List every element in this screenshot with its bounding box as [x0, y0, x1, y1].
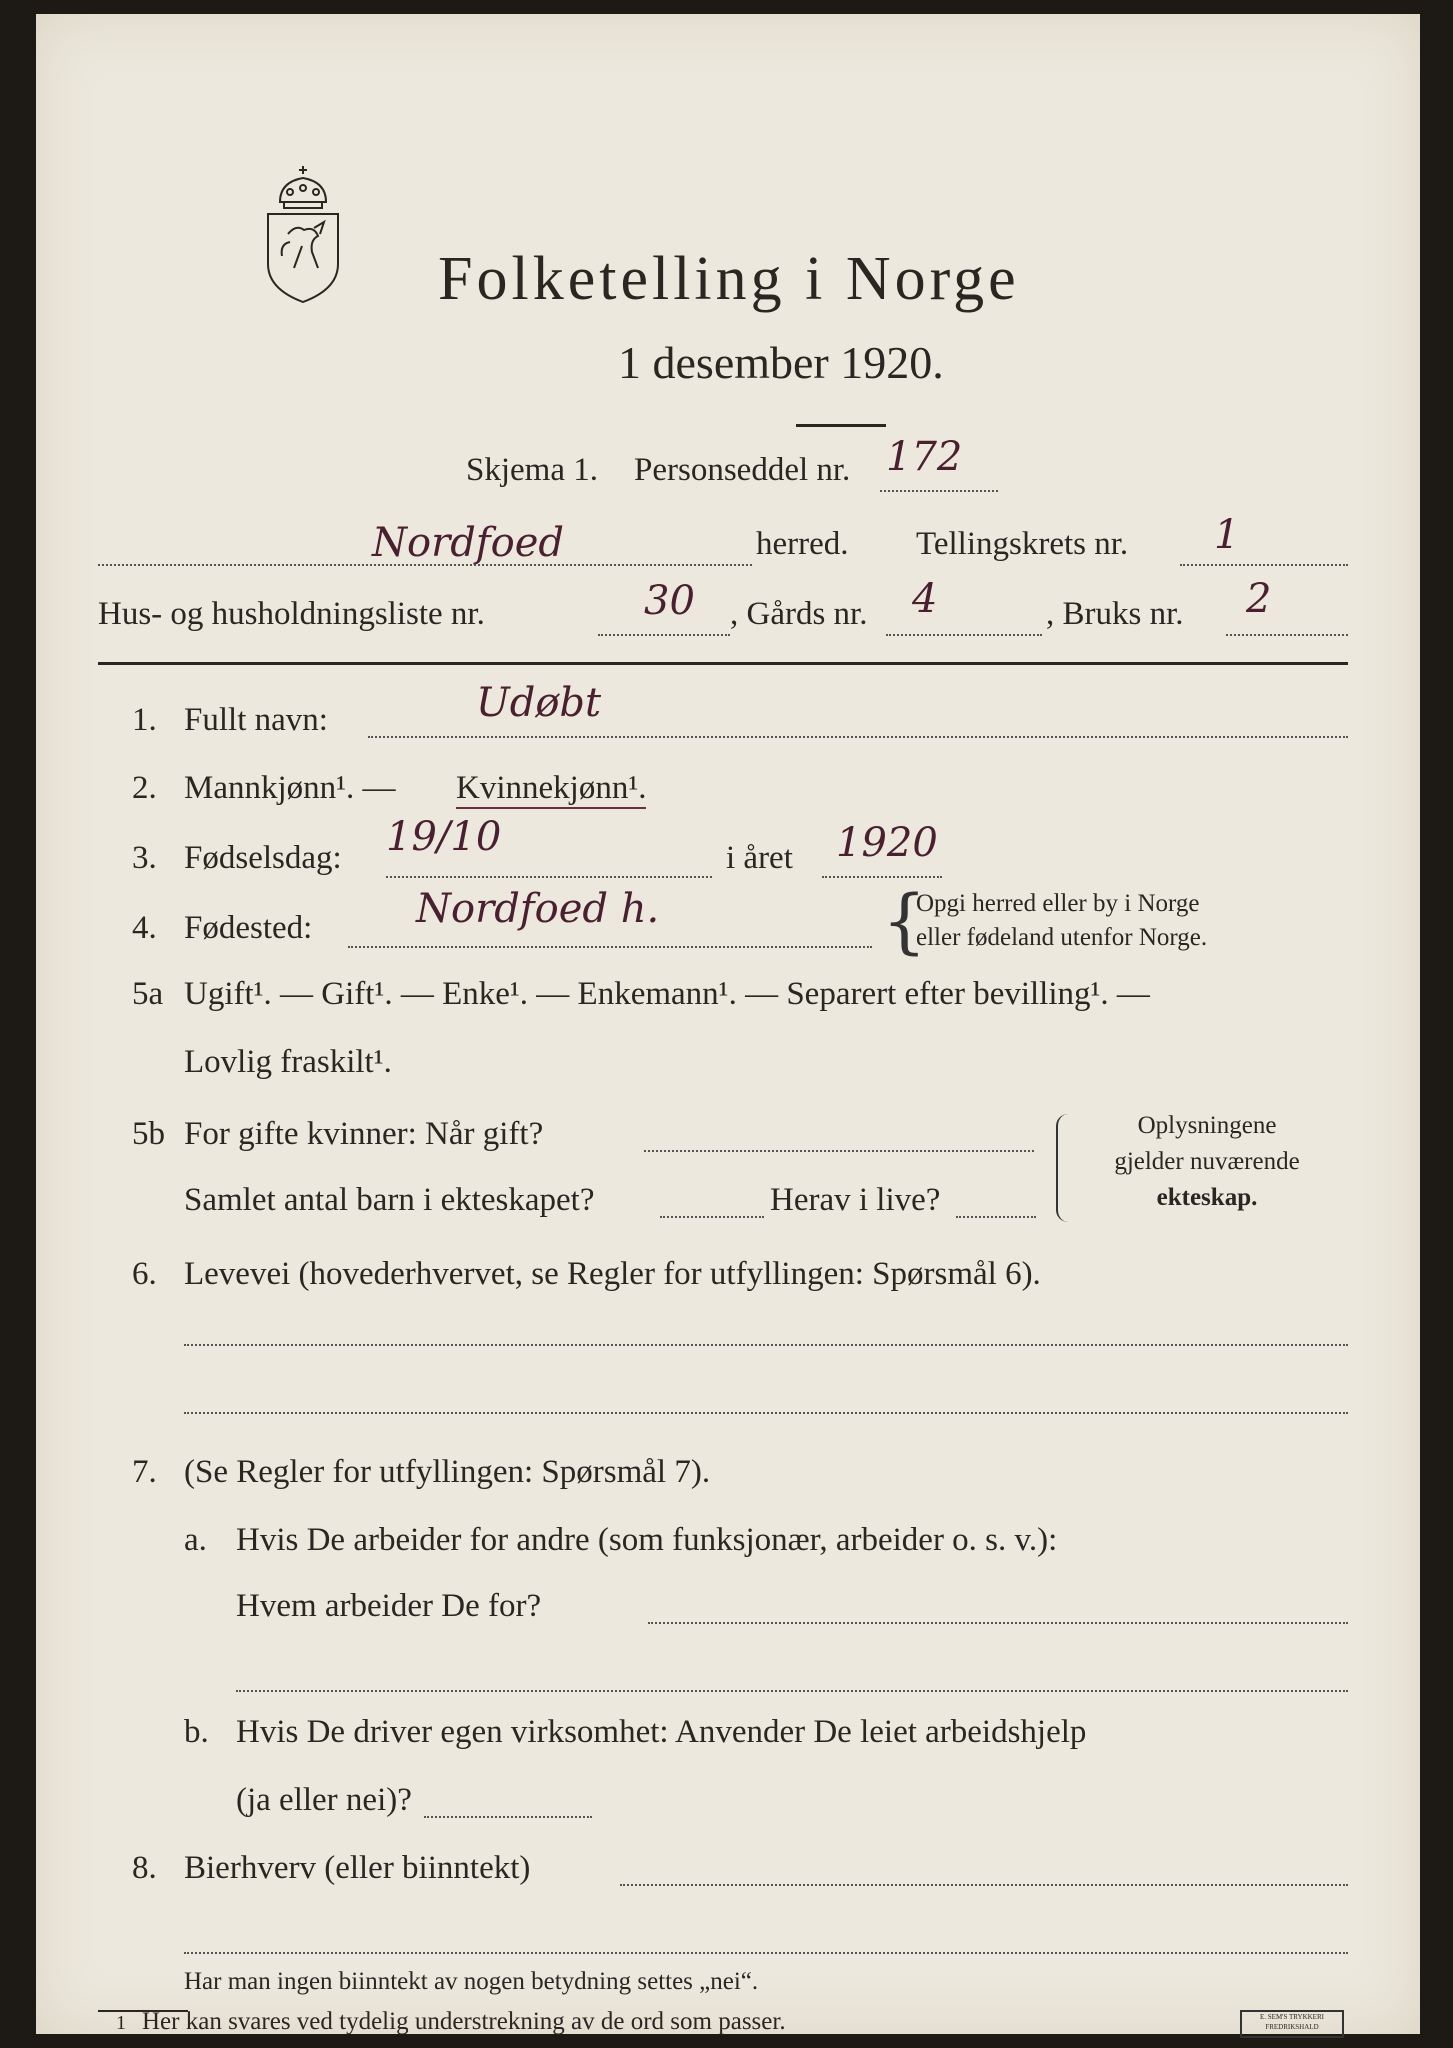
- q7b-line1: Hvis De driver egen virksomhet: Anvender De leiet arbeidshjelp: [236, 1714, 1087, 1750]
- q4-number: 4.: [132, 910, 157, 946]
- q1-number: 1.: [132, 702, 157, 738]
- printer-city: FREDRIKSHALD: [1265, 2023, 1319, 2031]
- employer-line-2[interactable]: [236, 1690, 1348, 1692]
- printer-stamp: [1240, 2010, 1344, 2038]
- footnote-marker: 1: [116, 2012, 126, 2034]
- children-living-line[interactable]: [956, 1216, 1036, 1218]
- skjema-label: Skjema 1.: [466, 452, 598, 488]
- tellingskrets-label: Tellingskrets nr.: [916, 526, 1129, 562]
- title-divider: [796, 424, 886, 427]
- gards-label: , Gårds nr.: [730, 596, 868, 632]
- marriage-note-bracket: [1056, 1114, 1068, 1222]
- occupation-line-2[interactable]: [184, 1412, 1348, 1414]
- side-income-line-1[interactable]: [620, 1884, 1348, 1886]
- marriage-note-line2: gjelder nuværende: [1114, 1148, 1300, 1175]
- header-divider: [98, 662, 1348, 665]
- q5b-number: 5b: [132, 1116, 165, 1152]
- bruks-label: , Bruks nr.: [1046, 596, 1184, 632]
- q7-number: 7.: [132, 1454, 157, 1490]
- q6-number: 6.: [132, 1256, 157, 1292]
- full-name-line: [368, 736, 1348, 738]
- q7a-letter: a.: [184, 1522, 207, 1558]
- birth-year-label: i året: [726, 840, 793, 876]
- birth-year-line: [822, 876, 942, 878]
- q8-number: 8.: [132, 1850, 157, 1886]
- herred-value[interactable]: Nordfoed: [372, 520, 564, 566]
- census-form-page: [36, 14, 1420, 2034]
- q7a-line1: Hvis De arbeider for andre (som funksjonær, arbeider o. s. v.):: [236, 1522, 1058, 1558]
- marriage-note-line3: ekteskap.: [1156, 1184, 1258, 1211]
- birthplace-line: [348, 946, 872, 948]
- q1-label: Fullt navn:: [184, 702, 328, 738]
- herred-line: [98, 564, 752, 566]
- marital-status-divorced[interactable]: Lovlig fraskilt¹.: [184, 1044, 392, 1080]
- q7b-letter: b.: [184, 1714, 209, 1750]
- footnote-text: Her kan svares ved tydelig understrekning av de ord som passer.: [142, 2008, 786, 2035]
- q5a-number: 5a: [132, 976, 164, 1012]
- q3-number: 3.: [132, 840, 157, 876]
- tellingskrets-value[interactable]: 1: [1214, 512, 1240, 558]
- children-count-line[interactable]: [660, 1216, 764, 1218]
- q7-label: (Se Regler for utfyllingen: Spørsmål 7).: [184, 1454, 711, 1490]
- q8-label: Bierhverv (eller biinntekt): [184, 1850, 531, 1886]
- q4-label: Fødested:: [184, 910, 313, 946]
- q5b-married-label: For gifte kvinner: Når gift?: [184, 1116, 544, 1152]
- form-title: Folketelling i Norge: [438, 245, 1020, 313]
- personseddel-value[interactable]: 172: [886, 434, 963, 480]
- husliste-label: Hus- og husholdningsliste nr.: [98, 596, 485, 632]
- footer-note: Har man ingen biinntekt av nogen betydning settes „nei“.: [184, 1968, 759, 1995]
- marital-status-options[interactable]: Ugift¹. — Gift¹. — Enke¹. — Enkemann¹. — Separert efter bevilling¹. —: [184, 976, 1150, 1012]
- norwegian-lion-coat-of-arms-icon: [258, 164, 348, 304]
- census-date: 1 desember 1920.: [618, 337, 944, 388]
- gards-line: [886, 634, 1042, 636]
- q2-number: 2.: [132, 770, 157, 806]
- husliste-line: [598, 634, 730, 636]
- hired-help-line[interactable]: [424, 1816, 592, 1818]
- birthplace-note-line2: eller fødeland utenfor Norge.: [916, 924, 1208, 951]
- full-name-value[interactable]: Udøbt: [476, 680, 602, 726]
- side-income-line-2[interactable]: [184, 1952, 1348, 1954]
- printer-name: E. SEM'S TRYKKERI: [1260, 2013, 1324, 2021]
- q5b-children-label: Samlet antal barn i ekteskapet?: [184, 1182, 595, 1218]
- marriage-note-line1: Oplysningene: [1137, 1112, 1277, 1139]
- birthplace-value[interactable]: Nordfoed h.: [416, 886, 660, 932]
- birthday-value[interactable]: 19/10: [386, 814, 502, 860]
- q5b-living-label: Herav i live?: [770, 1182, 941, 1218]
- bruks-value[interactable]: 2: [1246, 576, 1272, 622]
- gender-male-option[interactable]: Mannkjønn¹. —: [184, 770, 396, 806]
- tellingskrets-line: [1180, 564, 1348, 566]
- birthplace-note-line1: Opgi herred eller by i Norge: [916, 890, 1200, 917]
- q3-label: Fødselsdag:: [184, 840, 342, 876]
- bruks-line: [1226, 634, 1348, 636]
- husliste-value[interactable]: 30: [644, 578, 695, 624]
- personseddel-label: Personseddel nr.: [634, 452, 851, 488]
- birth-year-value[interactable]: 1920: [836, 820, 938, 866]
- married-when-line[interactable]: [644, 1150, 1034, 1152]
- q7a-line2: Hvem arbeider De for?: [236, 1588, 542, 1624]
- employer-line-1[interactable]: [648, 1622, 1348, 1624]
- birthplace-note-brace: {: [882, 880, 927, 962]
- birthday-line: [386, 876, 712, 878]
- gender-female-option[interactable]: Kvinnekjønn¹.: [456, 770, 646, 809]
- q7b-line2: (ja eller nei)?: [236, 1782, 412, 1818]
- gards-value[interactable]: 4: [912, 576, 938, 622]
- q6-label: Levevei (hovederhvervet, se Regler for utfyllingen: Spørsmål 6).: [184, 1256, 1041, 1292]
- occupation-line-1[interactable]: [184, 1344, 1348, 1346]
- herred-label: herred.: [756, 526, 849, 562]
- personseddel-line: [880, 490, 998, 492]
